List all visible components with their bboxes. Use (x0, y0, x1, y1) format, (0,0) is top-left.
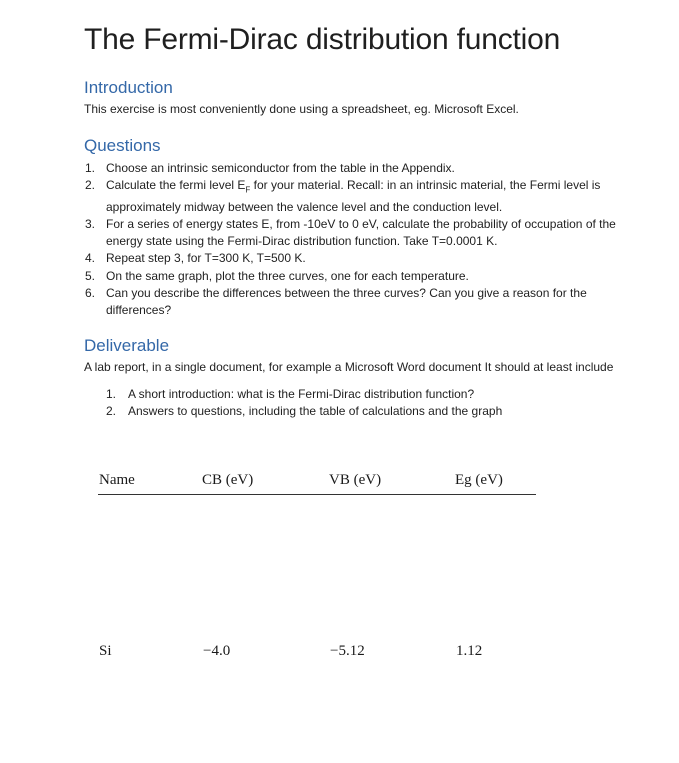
question-number: 3. (85, 217, 96, 231)
introduction-text: This exercise is most conveniently done using a spreadsheet, eg. Microsoft Excel. (84, 102, 519, 116)
question-text-part: for your material. Recall: in an intrinsic material, the Fermi level is approximately midway between the valence level and the conduction level. (106, 178, 601, 214)
question-number: 1. (85, 161, 96, 175)
deliverable-item-text: Answers to questions, including the table of calculations and the graph (128, 404, 503, 419)
question-item-2 (84, 177, 644, 216)
question-item-4 (84, 250, 644, 267)
question-text: Choose an intrinsic semiconductor from the table in the Appendix. (106, 161, 455, 175)
deliverable-item-2 (106, 403, 626, 420)
question-item-3 (84, 216, 644, 250)
table-cell-vb: −5.12 (330, 643, 365, 659)
question-item-1 (84, 160, 644, 177)
table-cell-name: Si (99, 643, 112, 659)
deliverable-text: A lab report, in a single document, for example a Microsoft Word document It should at least include (84, 360, 614, 374)
table-cell-cb: −4.0 (203, 643, 231, 659)
fermi-subscript: F (245, 185, 251, 195)
deliverable-item-text: A short introduction: what is the Fermi-Dirac distribution function? (128, 387, 475, 401)
deliverable-number: 2. (106, 404, 117, 419)
question-item-6 (84, 285, 644, 319)
deliverable-item-1 (106, 386, 626, 403)
table-header-vb: VB (eV) (329, 472, 382, 488)
question-text-part: Calculate the fermi level E (106, 178, 246, 193)
question-number: 6. (85, 285, 96, 300)
introduction-heading: Introduction (84, 78, 173, 97)
question-text: Can you describe the differences between the three curves? Can you give a reason for the differences? (106, 285, 587, 318)
question-text: Repeat step 3, for T=300 K, T=500 K. (106, 251, 306, 266)
question-number: 4. (85, 251, 96, 266)
questions-list (84, 160, 644, 319)
deliverable-number: 1. (106, 387, 117, 401)
table-header-rule (98, 494, 536, 495)
deliverable-heading: Deliverable (84, 336, 170, 355)
document-title: The Fermi-Dirac distribution function (84, 23, 561, 56)
questions-heading: Questions (84, 136, 161, 155)
question-number: 5. (85, 268, 96, 283)
question-text: On the same graph, plot the three curves, one for each temperature. (106, 268, 469, 283)
table-header-name: Name (99, 472, 135, 488)
question-number: 2. (85, 178, 96, 193)
table-cell-eg: 1.12 (456, 643, 483, 659)
table-header-cb: CB (eV) (202, 472, 254, 488)
question-text: For a series of energy states E, from -10eV to 0 eV, calculate the probability of occupation of the energy state using the Fermi-Dirac distribution function. Take T=0.0001 K. (106, 217, 616, 249)
question-item-5 (84, 268, 644, 285)
table-header-eg: Eg (eV) (455, 472, 503, 488)
deliverable-list (106, 386, 626, 420)
